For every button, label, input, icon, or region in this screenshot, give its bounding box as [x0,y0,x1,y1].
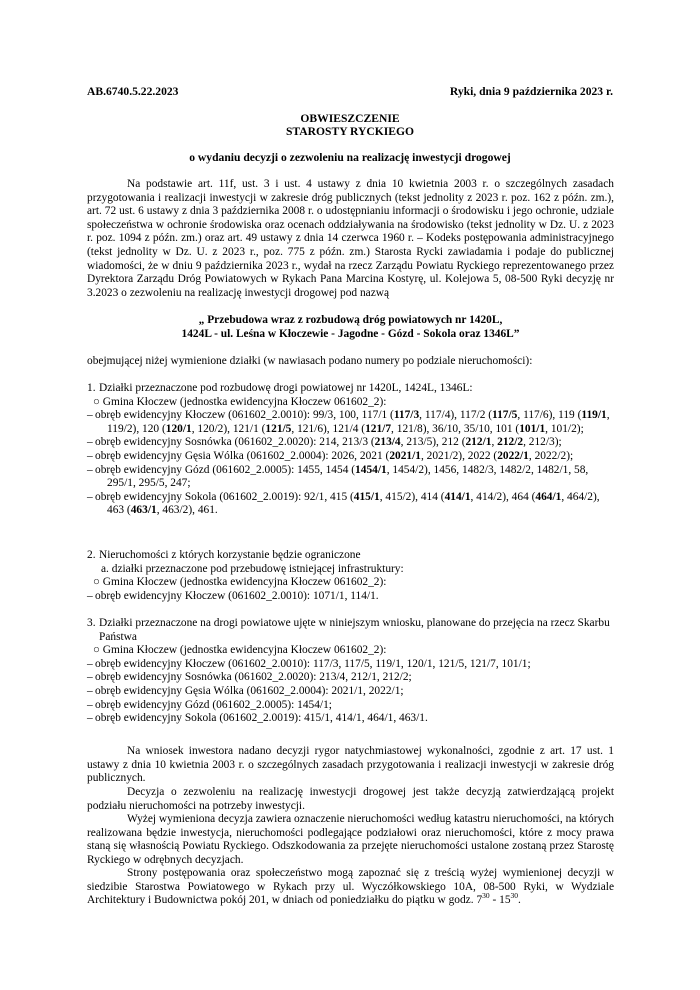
parcel-text: , 119/2), 120 ( [107,409,610,435]
parcel-text: , 101/2); [545,422,584,435]
closing-minutes: 30 [510,891,519,901]
closing-paragraph-4 [87,867,614,908]
parcel-text: , 2021/2), 2022 ( [420,449,498,462]
section-3 [87,617,614,726]
parcel-number-after-division: 463/1 [130,504,157,517]
parcel-number-after-division: 121/5 [265,422,292,435]
closing-hour: 15 [499,894,511,907]
closing-period: . [518,894,521,907]
section-2-item: – obręb ewidencyjny Kłoczew (061602_2.0010): 1071/1, 114/1. [87,589,379,602]
section-2-item-text: obręb ewidencyjny Kłoczew (061602_2.0010): 1071/1, 114/1. [95,589,379,602]
parcel-text: , 121/8), 36/10, 35/10, 101 ( [391,422,520,435]
subtitle: o wydaniu decyzji o zezwoleniu na realizację inwestycji drogowej [189,151,511,164]
parcel-text: obręb ewidencyjny Sokola (061602_2.0019): 92/1, 415 ( [95,490,354,503]
hours-separator: - [489,894,500,907]
section-2-gmina-text: Gmina Kłoczew (jednostka ewidencyjna Kłoczew 061602_2): [102,576,387,589]
parcel-number-after-division: 120/1 [165,422,192,435]
section-2-heading-text: Nieruchomości z których korzystanie będzie ograniczone [99,549,361,561]
intro-paragraph: Na podstawie art. 11f, ust. 3 i ust. 4 ustawy z dnia 10 kwietnia 2003 r. o szczególnych zasadach przygotowania i realizacji inwestycji w zakresie dróg publicznych (tekst jednolity z 2023 r. poz. 162 z późn. zm.), art. 72 ust. 6 ustawy z dnia 3 października 2008 r. o udostępnianiu informacji o środowisku i jego ochronie, udziale społeczeństwa w ochronie środowiska oraz ocenach oddziaływania na środowisko (tekst jednolity w Dz. U. z 2023 r. poz. 1094 z późn. zm.) oraz art. 49 ustawy z dnia 14 czerwca 1960 r. – Kodeks postępowania administracyjnego (tekst jednolity w Dz. U. z 2023 r., poz. 775 z późn. zm.) Starosta Rycki zawiadamia i podaje do publicznej wiadomości, że w dniu 9 października 2023 r., wydał na rzecz Zarządu Powiatu Ryckiego reprezentowanego przez Dyrektora Zarządu Dróg Powiatowych w Rykach Pana Marcina Kostyrę, ul. Kolejowa 5, 08-500 Ryki decyzję nr 3.2023 o zezwoleniu na realizację inwestycji drogowej pod nazwą [87,178,614,299]
dash-marker: – [87,671,93,684]
parcel-number-after-division: 121/7 [365,422,392,435]
parcel-number-after-division: 415/1 [353,490,380,503]
parcel-number-after-division: 212/2 [497,436,524,449]
parcel-number-after-division: 414/1 [444,490,471,503]
dash-marker: – [87,490,93,503]
section-1 [87,382,614,518]
closing-paragraph-2: Decyzja o zezwoleniu na realizację inwestycji drogowej jest także decyzją zatwierdzającą projekt podziału nieruchomości na potrzeby inwestycji. [87,786,614,812]
section-1-item [87,436,614,450]
title-line-2: STAROSTY RYCKIEGO [285,125,415,138]
section-3-item-text: obręb ewidencyjny Gózd (061602_2.0005): 1454/1; [95,698,332,711]
parcel-number-after-division: 1454/1 [355,463,387,476]
investment-name-line-1: „ Przebudowa wraz z rozbudową dróg powiatowych nr 1420L, [198,314,503,326]
reference-number: AB.6740.5.22.2023 [87,85,179,98]
parcel-text: obręb ewidencyjny Gózd (061602_2.0005): 1455, 1454 ( [95,463,356,476]
parcel-text: , 415/2), 414 ( [379,490,445,503]
section-3-heading-text: Działki przeznaczone na drogi powiatowe ujęte w niniejszym wniosku, planowane do przejęcia na rzecz Skarbu Państwa [99,617,610,643]
parcel-text: , 120/2), 121/1 ( [191,422,266,435]
section-2-heading [87,549,614,563]
section-3-item-text: obręb ewidencyjny Gęsia Wólka (061602_2.0004): 2021/1, 2022/1; [95,684,404,697]
parcel-text: , 2022/2); [528,449,574,462]
closing-paragraph-3: Wyżej wymieniona decyzja zawiera oznaczenie nieruchomości według katastru nieruchomości, na których realizowana będzie inwestycja, nieruchomości podlegające podziałowi oraz nieruchomości, które z mocy prawa staną się własnością Powiatu Ryckiego. Odszkodowania za przejęte nieruchomości ustalone zostaną przez Starostę Ryckiego w odrębnych decyzjach. [87,813,614,866]
investment-name-line-2: 1424L - ul. Leśna w Kłoczewie - Jagodne - Gózd - Sokola oraz 1346L” [181,328,520,340]
section-3-item-text: obręb ewidencyjny Sosnówka (061602_2.0020): 213/4, 212/1, 212/2; [95,671,412,684]
parcel-number-after-division: 213/4 [374,436,401,449]
parcel-number-after-division: 212/1 [465,436,492,449]
title-line-1: OBWIESZCZENIE [300,112,400,125]
closing-paragraph-1: Na wniosek inwestora nadano decyzji rygor natychmiastowej wykonalności, zgodnie z art. 17 ust. 1 ustawy z dnia 10 kwietnia 2003 r. o szczególnych zasadach przygotowania i realizacji inwestycji w zakresie dróg publicznych. [87,745,614,785]
parcel-text: , 463/2), 461. [156,504,218,517]
parcel-number-after-division: 101/1 [519,422,546,435]
parcels-intro: obejmującej niżej wymienione działki (w nawiasach podano numery po podziale nieruchomości): [87,355,533,367]
parcel-text: , [491,436,498,449]
section-3-item [87,712,614,726]
parcel-text: , 117/4), 117/2 ( [419,409,493,422]
dash-marker: – [87,436,93,449]
opening-minutes: 30 [482,891,490,901]
dash-marker: – [87,463,93,476]
parcel-text: , 117/6), 119 ( [517,409,582,422]
section-1-item [87,450,614,464]
dash-marker: – [87,409,93,422]
parcel-text: , 212/3); [523,436,562,449]
parcel-text: obręb ewidencyjny Sosnówka (061602_2.0020): 214, 213/3 ( [95,436,375,449]
section-3-items [87,658,614,726]
parcel-text: , 121/6), 121/4 ( [291,422,366,435]
section-3-heading [87,617,614,644]
section-3-gmina-text: Gmina Kłoczew (jednostka ewidencyjna Kłoczew 061602_2): [102,644,387,657]
section-1-item [87,409,614,436]
parcel-text: obręb ewidencyjny Gęsia Wólka (061602_2.0004): 2026, 2021 ( [95,449,390,462]
dash-marker: – [87,712,93,725]
section-1-heading-text: Działki przeznaczone pod rozbudowę drogi powiatowej nr 1420L, 1424L, 1346L: [99,382,473,394]
parcel-text: obręb ewidencyjny Kłoczew (061602_2.0010): 99/3, 100, 117/1 ( [95,409,394,422]
parcel-text: , 1454/2), 1456, 1482/3, 1482/2, 1482/1, 58, 295/1, 295/5, 247; [107,463,589,490]
section-1-number: 1. [87,382,96,394]
section-3-item [87,699,614,713]
section-3-item [87,671,614,685]
parcel-number-after-division: 119/1 [581,409,607,422]
dash-marker: – [87,698,93,711]
section-2-number: 2. [87,549,96,561]
section-3-item-text: obręb ewidencyjny Sokola (061602_2.0019): 415/1, 414/1, 464/1, 463/1. [95,712,428,725]
parcel-text: , 464/2), 463 ( [107,490,600,517]
closing-paragraph-4-text: Strony postępowania oraz społeczeństwo mogą zapoznać się z treścią wyżej wymienionej decyzji w siedzibie Starostwa Powiatowego w Rykach przy ul. Wyczółkowskiego 10A, 08-500 Ryki, w Wydziale Architektury i Budownictwa pokój 201, w dniach od poniedziałku do piątku w godz. [87,867,614,907]
dash-marker: – [87,684,93,697]
opening-hour: 7 [476,894,483,907]
section-2-gmina: ○ Gmina Kłoczew (jednostka ewidencyjna Kłoczew 061602_2): [93,576,387,589]
section-2-sub-a: a. działki przeznaczone pod przebudowę istniejącej infrastruktury: [101,562,404,575]
section-3-item-text: obręb ewidencyjny Kłoczew (061602_2.0010): 117/3, 117/5, 119/1, 120/1, 121/5, 121/7, 101/1; [95,657,531,670]
section-3-gmina: ○ Gmina Kłoczew (jednostka ewidencyjna Kłoczew 061602_2): [93,644,387,657]
parcel-number-after-division: 117/3 [393,409,420,422]
section-3-item [87,685,614,699]
parcel-number-after-division: 2022/1 [497,449,529,462]
dash-marker: – [87,449,93,462]
section-1-heading [87,382,614,396]
section-1-items [87,409,614,518]
parcel-number-after-division: 2021/1 [389,449,421,462]
parcel-text: , 213/5), 212 ( [400,436,466,449]
parcel-number-after-division: 117/5 [492,409,518,422]
parcel-text: , 414/2), 464 ( [470,490,536,503]
section-1-gmina: ○ Gmina Kłoczew (jednostka ewidencyjna Kłoczew 061602_2): [93,395,387,408]
dash-marker: – [87,657,93,670]
section-3-number: 3. [87,617,96,629]
place-and-date: Ryki, dnia 9 października 2023 r. [449,85,613,98]
parcel-number-after-division: 464/1 [535,490,562,503]
section-2 [87,549,614,603]
section-1-item [87,491,614,518]
section-3-item [87,658,614,672]
section-1-gmina-text: Gmina Kłoczew (jednostka ewidencyjna Kłoczew 061602_2): [102,395,387,408]
section-1-item [87,464,614,491]
